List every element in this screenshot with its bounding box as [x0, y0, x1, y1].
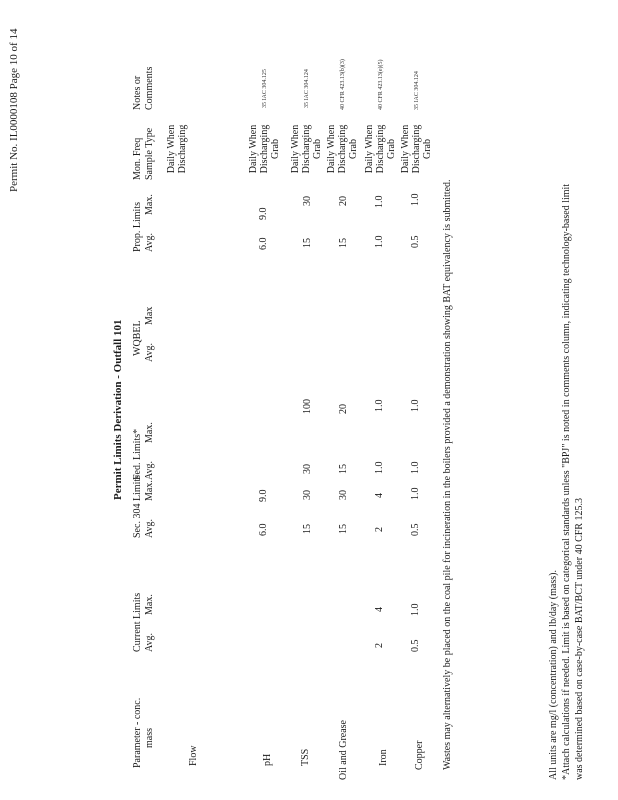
row-iron-note: 40 CFR 423.13(e)(5) — [378, 59, 384, 110]
row-tss-fed-avg: 30 — [302, 464, 313, 474]
row-tss-fed-max: 100 — [302, 399, 313, 414]
row-tss-prop-max: 30 — [302, 196, 313, 206]
header-fed-limits: Fed. Limits* Avg.Max. — [132, 422, 155, 480]
row-ph-sec304-avg: 6.0 — [258, 523, 269, 536]
row-copper-fed-avg: 1.0 — [410, 461, 421, 474]
waste-disposal-note: Wastes may alternatively be placed on the coal pile for incineration in the boilers provided a demonstration showing BAT equivalency is submitted. — [442, 179, 453, 770]
header-prop-limits: Prop. Limits Avg.Max. — [132, 194, 155, 252]
row-ph-note: 35 IAC 304.125 — [262, 69, 268, 108]
row-oil-grease-prop-max: 20 — [338, 196, 349, 206]
row-tss-note: 35 IAC 304.124 — [304, 69, 310, 108]
row-copper-note: 35 IAC 304.124 — [414, 71, 420, 110]
row-oil-grease-fed-max: 20 — [338, 404, 349, 414]
row-iron-monitoring: Daily When Discharging Grab — [364, 124, 397, 174]
row-tss-parameter: TSS — [300, 748, 311, 766]
row-oil-grease-prop-avg: 15 — [338, 238, 349, 248]
row-copper-current-avg: 0.5 — [410, 639, 421, 652]
row-iron-fed-max: 1.0 — [374, 399, 385, 412]
permit-page-number: Permit No. IL0000108 Page 10 of 14 — [8, 28, 20, 192]
row-copper-prop-avg: 0.5 — [410, 235, 421, 248]
row-iron-current-max: 4 — [374, 607, 385, 612]
row-oil-grease-monitoring: Daily When Discharging Grab — [326, 124, 359, 174]
row-iron-prop-max: 1.0 — [374, 195, 385, 208]
row-ph-prop-avg: 6.0 — [258, 237, 269, 250]
row-oil-grease-note: 40 CFR 423.13(b)(3) — [340, 59, 346, 110]
row-copper-monitoring: Daily When Discharging Grab — [400, 124, 433, 174]
row-ph-parameter: pH — [262, 753, 273, 766]
row-iron-sec304-avg: 2 — [374, 527, 385, 532]
row-tss-sec304-avg: 15 — [302, 524, 313, 534]
header-mon-freq: Mon. Freq Sample Type — [132, 127, 155, 180]
header-sec304-limits: Sec. 304 Limits Avg.Max. — [132, 474, 155, 538]
document-title: Permit Limits Derivation - Outfall 101 — [112, 319, 124, 500]
row-oil-grease-sec304-avg: 15 — [338, 524, 349, 534]
row-flow-parameter: Flow — [188, 745, 199, 766]
row-oil-grease-fed-avg: 15 — [338, 464, 349, 474]
row-ph-monitoring: Daily When Discharging Grab — [248, 124, 281, 174]
row-copper-current-max: 1.0 — [410, 603, 421, 616]
footnote-units: All units are mg/l (concentration) and lb/day (mass). — [548, 570, 559, 780]
row-iron-parameter: Iron — [378, 749, 389, 766]
row-oil-grease-sec304-max: 30 — [338, 490, 349, 500]
footnote-calculations: *Attach calculations if needed. Limit is based on categorical standards unless "BPJ" is noted in comments column, indicating technology-based limit — [561, 183, 572, 780]
row-copper-sec304-avg: 0.5 — [410, 523, 421, 536]
header-current-limits: Current Limits Avg.Max. — [132, 592, 155, 652]
row-ph-prop-max: 9.0 — [258, 207, 269, 220]
row-tss-monitoring: Daily When Discharging Grab — [290, 124, 323, 174]
row-iron-prop-avg: 1.0 — [374, 235, 385, 248]
header-wqbel: WQBEL Avg.Max — [132, 306, 155, 362]
row-copper-fed-max: 1.0 — [410, 399, 421, 412]
header-notes: Notes or Comments — [132, 66, 155, 110]
row-flow-monitoring: Daily When Discharging — [166, 124, 188, 174]
row-copper-prop-max: 1.0 — [410, 193, 421, 206]
row-ph-sec304-max: 9.0 — [258, 489, 269, 502]
row-iron-sec304-max: 4 — [374, 493, 385, 498]
header-parameter: Parameter - conc. mass — [132, 697, 155, 768]
row-copper-parameter: Copper — [414, 740, 425, 770]
row-iron-current-avg: 2 — [374, 643, 385, 648]
footnote-bat-bct: was determined based on case-by-case BAT/BCT under 40 CFR 125.3 — [574, 498, 585, 780]
row-tss-prop-avg: 15 — [302, 238, 313, 248]
row-copper-sec304-max: 1.0 — [410, 487, 421, 500]
row-iron-fed-avg: 1.0 — [374, 461, 385, 474]
row-oil-grease-parameter: Oil and Grease — [338, 720, 349, 780]
row-tss-sec304-max: 30 — [302, 490, 313, 500]
